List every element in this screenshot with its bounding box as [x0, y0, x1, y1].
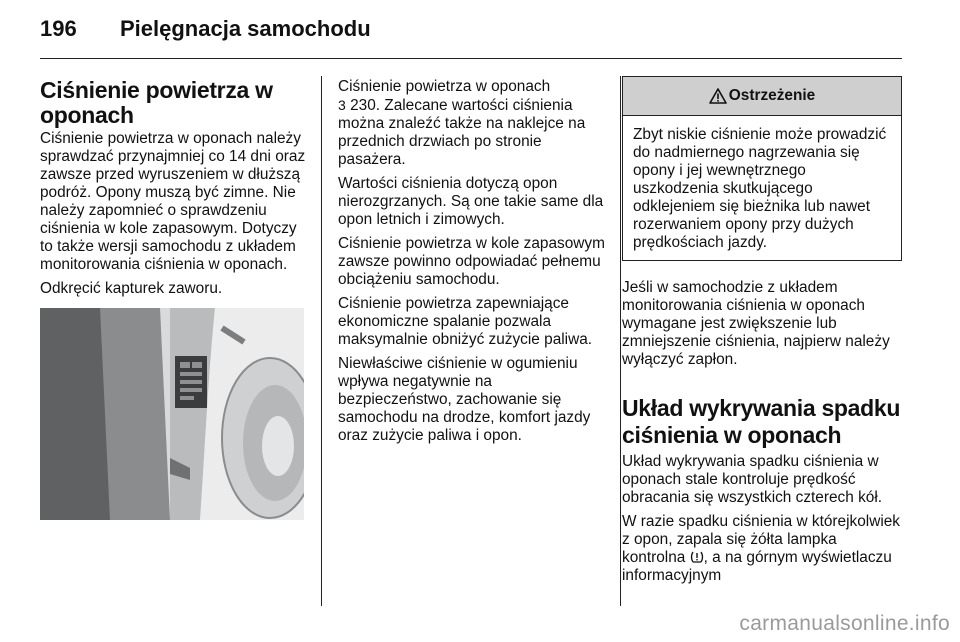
column-divider-1: [321, 76, 322, 606]
column-2: [338, 78, 606, 451]
paragraph: Ciśnienie powietrza w kole zapasowym zawsze powinno odpowiadać pełnemu obciążeniu samochodu.: [338, 235, 605, 288]
warning-title: Ostrzeżenie: [728, 87, 816, 104]
warning-body: Zbyt niskie ciśnienie może prowadzić do nadmiernego nagrzewania się opony i jej wewnętrznego uszkodzenia skutkującego odklejeniem się bieżnika lub nawet rozerwaniem opony przy dużych prędkościach jazdy.: [633, 126, 887, 251]
column-1: [40, 78, 308, 520]
paragraph-text: , a na górnym wyświetlaczu informacyjnym: [622, 549, 892, 584]
reference-arrow-icon: 3: [338, 97, 346, 113]
page-header: [40, 16, 900, 52]
warning-triangle-icon: [709, 88, 727, 104]
column-3: [622, 76, 902, 591]
header-divider: [40, 58, 902, 59]
watermark: carmanualsonline.info: [739, 612, 950, 635]
paragraph: Jeśli w samochodzie z układem monitorowania ciśnienia w oponach wymagane jest zwiększenie lub zmniejszenie ciśnienia, najpierw należy wyłączyć zapłon.: [622, 279, 890, 368]
paragraph: Ciśnienie powietrza zapewniające ekonomiczne spalanie pozwala maksymalnie obniżyć zużycie paliwa.: [338, 295, 593, 348]
warning-header: [623, 77, 901, 116]
tire-pressure-warning-icon: [690, 550, 704, 564]
paragraph: Układ wykrywania spadku ciśnienia w oponach stale kontroluje prędkość obracania się wszystkich czterech kół.: [622, 453, 883, 506]
door-jamb-photo: [40, 308, 304, 520]
chapter-title: Pielęgnacja samochodu: [120, 16, 371, 41]
section-title-tire-pressure: Ciśnienie powietrza w oponach: [40, 77, 273, 128]
paragraph: [622, 513, 902, 585]
paragraph: Wartości ciśnienia dotyczą opon nierozgrzanych. Są one takie same dla opon letnich i zimowych.: [338, 175, 604, 228]
paragraph: Ciśnienie powietrza w oponach należy sprawdzać przynajmniej co 14 dni oraz zawsze przed wyruszeniem w dłuższą podróż. Opony muszą być zimne. Nie należy zapomnieć o sprawdzeniu ciśnienia w kole zapasowym. Dotyczy to także wersji samochodu z układem monitorowania ciśnienia w oponach.: [40, 130, 306, 273]
column-divider-2: [620, 76, 621, 606]
paragraph: Niewłaściwe ciśnienie w ogumieniu wpływa negatywnie na bezpieczeństwo, zachowanie się samochodu na drodze, komfort jazdy oraz zużycie paliwa i opon.: [338, 355, 591, 444]
section-title-deflation-detection: Układ wykrywania spadku ciśnienia w oponach: [622, 395, 901, 448]
paragraph: Odkręcić kapturek zaworu.: [40, 280, 223, 297]
paragraph: [338, 78, 606, 169]
warning-box: [622, 76, 902, 261]
paragraph-text: W razie spadku ciśnienia w którejkolwiek z opon, zapala się żółta lampka kontrolna: [622, 513, 900, 566]
paragraph-text: Ciśnienie powietrza w oponach: [338, 78, 551, 95]
page-number: 196: [40, 16, 77, 41]
paragraph-text: 230. Zalecane wartości ciśnienia można znaleźć także na naklejce na przednich drzwiach po stronie pasażera.: [338, 97, 586, 168]
